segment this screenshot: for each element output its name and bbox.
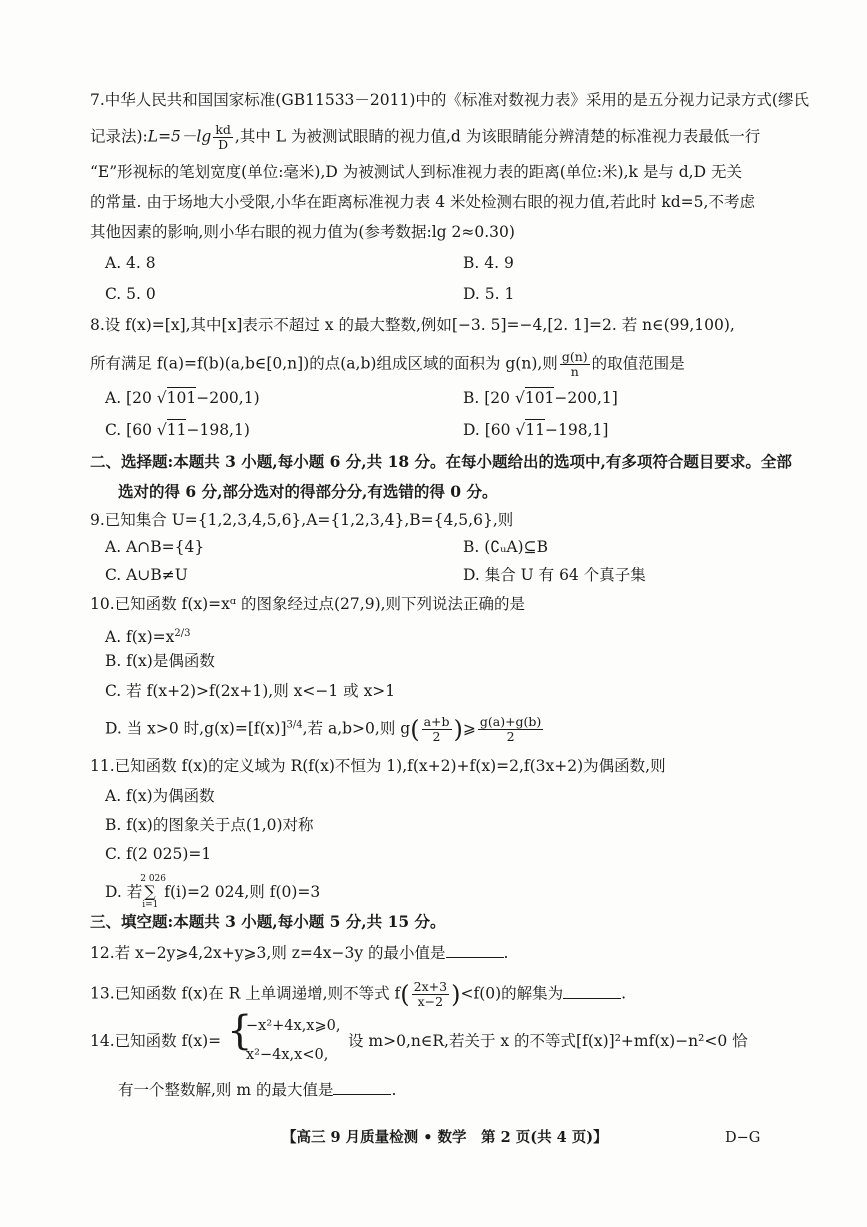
- q8-d-radicand: 11: [525, 421, 546, 439]
- q14-line2: [118, 1080, 396, 1100]
- q8-b-post: −200,1]: [554, 389, 618, 407]
- q13-frac-den: x−2: [417, 994, 444, 1009]
- q10-option-c: C. 若 f(x+2)>f(2x+1),则 x<−1 或 x>1: [105, 682, 396, 700]
- q11-option-d: [105, 876, 320, 910]
- q10-stem: 10.已知函数 f(x)=xᵅ 的图象经过点(27,9),则下列说法正确的是: [90, 595, 526, 613]
- q7-line3: “E”形视标的笔划宽度(单位:毫米),D 为被测试人到标准视力表的距离(单位:米),k 是与 d,D 无关: [90, 163, 742, 181]
- q13-text2: <f(0)的解集为: [460, 984, 564, 1003]
- q8-a-post: −200,1): [196, 389, 260, 407]
- q8-line2: [90, 350, 685, 379]
- q7-line2: [90, 123, 760, 152]
- left-paren: (: [410, 715, 420, 744]
- q9-option-d: D. 集合 U 有 64 个真子集: [463, 566, 646, 584]
- q10-option-b: B. f(x)是偶函数: [105, 652, 215, 670]
- q9-stem: 9.已知集合 U={1,2,3,4,5,6},A={1,2,3,4},B={4,5,6},则: [90, 511, 514, 529]
- q14-case1: −x²+4x,x⩾0,: [246, 1018, 341, 1034]
- q12-text: 12.若 x−2y⩾4,2x+y⩾3,则 z=4x−3y 的最小值是: [90, 944, 446, 962]
- sum-lower: i=1: [142, 900, 159, 910]
- q11-option-c: C. f(2 025)=1: [105, 845, 212, 863]
- right-paren: ): [453, 715, 463, 744]
- q9-option-a: A. A∩B={4}: [105, 538, 205, 556]
- q8-b-pre: B. [20 √: [463, 389, 525, 407]
- section3-heading: 三、填空题:本题共 3 小题,每小题 5 分,共 15 分。: [90, 912, 446, 931]
- q9-option-b: B. (∁ᵤA)⊆B: [463, 538, 548, 556]
- q7-text: 记录法):: [90, 127, 148, 146]
- sum-upper: 2 026: [140, 874, 166, 884]
- q8-a-radicand: 101: [166, 389, 197, 407]
- q11-d-pre: D. 若: [105, 883, 143, 901]
- q7-option-d: D. 5. 1: [463, 285, 515, 303]
- q8-option-d: [463, 420, 608, 440]
- q14-line2-text: 有一个整数解,则 m 的最大值是: [118, 1081, 334, 1099]
- q10-d-frac1: [422, 715, 452, 744]
- q7-fraction: [213, 123, 233, 152]
- q8-a-pre: A. [20 √: [105, 389, 167, 407]
- q13-fraction: [412, 980, 449, 1009]
- q8-line1: 8.设 f(x)=[x],其中[x]表示不超过 x 的最大整数,例如[−3. 5]=−4,[2. 1]=2. 若 n∈(99,100),: [90, 316, 735, 334]
- q7-line4: 的常量. 由于场地大小受限,小华在距离标准视力表 4 米处检测右眼的视力值,若此时 kd=5,不考虑: [90, 193, 755, 211]
- q7-text2: ,其中 L 为被测试眼睛的视力值,d 为该眼睛能分辨清楚的标准视力表最低一行: [234, 127, 761, 146]
- q10-option-a: [105, 624, 190, 647]
- q11-option-a: A. f(x)为偶函数: [105, 787, 215, 805]
- q7-formula: L=5－lg: [147, 127, 212, 146]
- q7-frac-den: D: [218, 137, 229, 152]
- q14-text: 设 m>0,n∈R,若关于 x 的不等式[f(x)]²+mf(x)−n²<0 恰: [348, 1032, 748, 1050]
- q8-fraction: [560, 350, 590, 379]
- section2-heading-line2: 选对的得 6 分,部分选对的得部分分,有选错的得 0 分。: [118, 482, 498, 501]
- q11-d-summation: [142, 876, 164, 910]
- q14-answer-blank: [333, 1080, 391, 1095]
- q7-line5: 其他因素的影响,则小华右眼的视力值为(参考数据:lg 2≈0.30): [90, 223, 515, 241]
- q7-frac-num: kd: [215, 122, 231, 137]
- q12-line: [90, 943, 508, 963]
- q10-d-frac1-num: a+b: [423, 714, 450, 729]
- q14-case2: x²−4x,x<0,: [246, 1047, 329, 1063]
- q8-text2: 的取值范围是: [591, 354, 685, 373]
- q8-b-radicand: 101: [524, 389, 555, 407]
- q7-option-a: A. 4. 8: [105, 254, 156, 272]
- q8-d-pre: D. [60 √: [463, 421, 526, 439]
- q8-d-post: −198,1]: [545, 421, 609, 439]
- left-paren: (: [400, 980, 410, 1009]
- q13-period: .: [621, 984, 627, 1003]
- q8-frac-den: n: [570, 364, 579, 379]
- q13-text: 13.已知函数 f(x)在 R 上单调递增,则不等式 f: [90, 984, 401, 1003]
- right-paren: ): [451, 980, 461, 1009]
- q10-d-geq: ⩾: [462, 719, 476, 738]
- paper-code: D−G: [725, 1130, 761, 1146]
- q13-answer-blank: [563, 984, 621, 999]
- section2-heading: 二、选择题:本题共 3 小题,每小题 6 分,共 18 分。在每小题给出的选项中,有多项符合题目要求。全部: [90, 452, 792, 471]
- q9-option-c: C. A∪B≠U: [105, 566, 188, 584]
- q13-line: [90, 980, 626, 1009]
- page-footer: 【高三 9 月质量检测 • 数学 第 2 页(共 4 页)】: [282, 1129, 608, 1146]
- q11-option-b: B. f(x)的图象关于点(1,0)对称: [105, 816, 314, 834]
- q10-d-exponent: 3/4: [286, 719, 303, 731]
- q10-d-frac1-den: 2: [432, 729, 441, 744]
- q10-d-text2: ,若 a,b>0,则 g: [302, 719, 411, 738]
- q11-stem: 11.已知函数 f(x)的定义域为 R(f(x)不恒为 1),f(x+2)+f(x)=2,f(3x+2)为偶函数,则: [90, 757, 666, 775]
- q10-d-text: D. 当 x>0 时,g(x)=[f(x)]: [105, 719, 287, 738]
- q8-text: 所有满足 f(a)=f(b)(a,b∈[0,n])的点(a,b)组成区域的面积为 g(n),则: [90, 354, 558, 373]
- q8-c-pre: C. [60 √: [105, 421, 167, 439]
- q14-lead: 14.已知函数 f(x)=: [90, 1032, 222, 1050]
- q8-option-b: [463, 388, 618, 408]
- q14-brace: {: [227, 1008, 253, 1054]
- q12-period: .: [503, 944, 509, 962]
- q10-d-frac2-den: 2: [506, 729, 515, 744]
- q8-option-c: [105, 420, 250, 440]
- q8-option-a: [105, 388, 260, 408]
- q8-c-post: −198,1): [186, 421, 250, 439]
- sum-sigma: ∑: [144, 882, 156, 901]
- q7-option-b: B. 4. 9: [463, 254, 514, 272]
- q13-frac-num: 2x+3: [413, 979, 448, 994]
- q10-option-d: [105, 715, 545, 744]
- q12-answer-blank: [446, 943, 504, 958]
- q10-a-exponent: 2/3: [174, 628, 191, 639]
- q7-option-c: C. 5. 0: [105, 285, 156, 303]
- q11-d-post: f(i)=2 024,则 f(0)=3: [164, 883, 321, 901]
- q14-period: .: [391, 1081, 397, 1099]
- q7-line1: 7.中华人民共和国国家标准(GB11533－2011)中的《标准对数视力表》采用的是五分视力记录方式(缪氏: [90, 91, 809, 109]
- q10-d-frac2-num: g(a)+g(b): [479, 714, 542, 729]
- q10-a-text: A. f(x)=x: [105, 628, 175, 647]
- q10-d-frac2: [478, 715, 543, 744]
- q8-c-radicand: 11: [166, 421, 187, 439]
- q8-frac-num: g(n): [561, 349, 588, 364]
